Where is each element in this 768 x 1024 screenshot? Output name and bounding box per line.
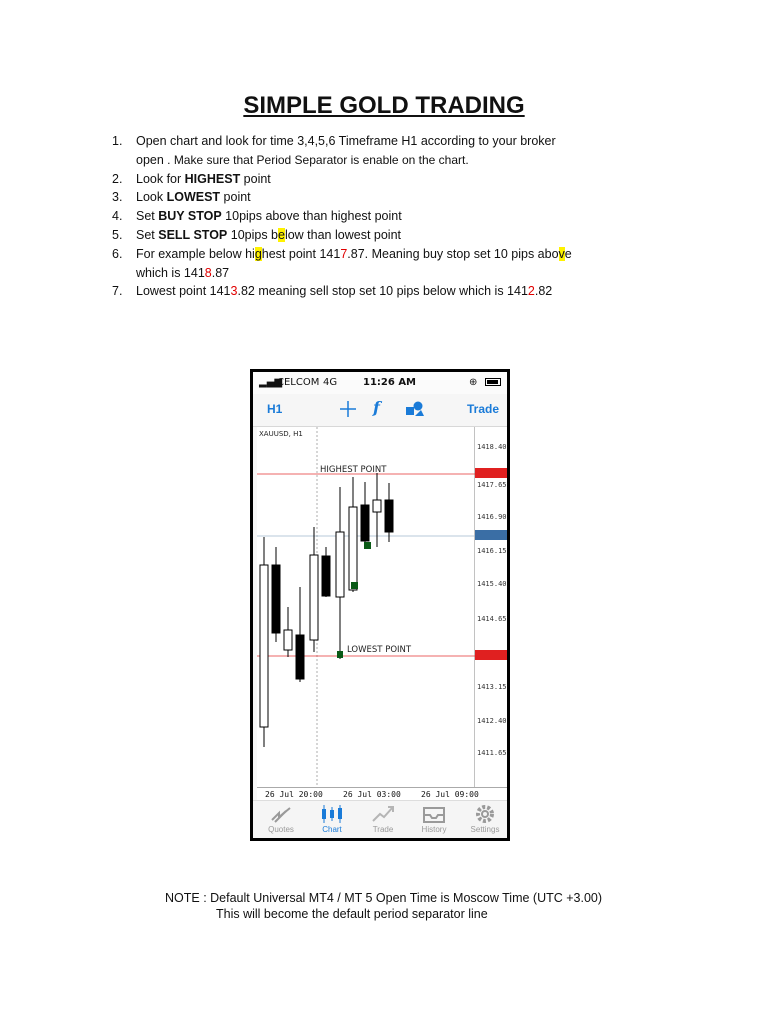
step-text: 2 [527, 284, 535, 299]
step-text: g [254, 246, 262, 261]
price-label: 1413.15 [477, 683, 507, 691]
trade-icon [358, 803, 408, 825]
lowest-price-tag [475, 650, 507, 660]
step-text: v [558, 246, 565, 261]
step-text: 8 [204, 265, 212, 280]
step-text: 7 [340, 246, 348, 261]
crosshair-icon[interactable] [339, 400, 357, 418]
step-text: . Make sure that Period Separator is enable on the chart. [163, 152, 469, 167]
objects-icon[interactable] [405, 400, 425, 418]
step-text: open [136, 152, 164, 167]
phone-screenshot [250, 369, 510, 841]
clock: 11:26 AM [363, 377, 417, 388]
step-text: .82 meaning sell stop set 10 pips below which is 141 [237, 284, 528, 299]
step-number: 2. [112, 171, 123, 186]
price-label: 1411.65 [477, 749, 507, 757]
step-continuation [136, 264, 572, 283]
step-text: LOWEST [166, 190, 221, 205]
lowest-point-label: LOWEST POINT [347, 645, 412, 655]
step-number: 6. [112, 246, 123, 261]
step-text: hest point 141 [261, 246, 341, 261]
price-label: 1417.65 [477, 481, 507, 489]
instruction-step [112, 226, 572, 245]
bid-price-tag [475, 530, 507, 540]
instruction-step [112, 207, 572, 226]
step-text: Look [136, 190, 167, 205]
carrier-name: CELCOM [277, 377, 320, 388]
tab-settings[interactable]: Settings [460, 803, 510, 834]
step-text: point [240, 171, 271, 186]
rotation-lock-icon: ⊕ [469, 377, 478, 388]
price-label: 1416.15 [477, 547, 507, 555]
step-text: BUY STOP [158, 209, 222, 224]
step-continuation [136, 151, 572, 170]
step-text: 10pips above than highest point [221, 209, 402, 224]
step-text: .82 [534, 284, 553, 299]
candles-icon [307, 803, 357, 825]
price-label: 1418.40 [477, 443, 507, 451]
step-text: Set [136, 209, 159, 224]
step-text: SELL STOP [158, 227, 228, 242]
step-number: 5. [112, 227, 123, 242]
symbol-label: XAUUSD, H1 [259, 430, 303, 438]
tab-history[interactable]: History [409, 803, 459, 834]
price-label: 1416.90 [477, 513, 507, 521]
highest-point-label: HIGHEST POINT [320, 465, 387, 475]
bottom-tab-bar [253, 800, 507, 839]
gear-icon [460, 803, 510, 825]
time-label: 26 Jul 09:00 [421, 790, 479, 799]
step-text: Open chart and look for time 3,4,5,6 Timeframe H1 according to your broker [136, 134, 556, 148]
time-label: 26 Jul 03:00 [343, 790, 401, 799]
status-bar [253, 372, 507, 394]
highest-price-tag [475, 468, 507, 478]
step-text: 10pips b [227, 227, 278, 242]
instruction-list [112, 132, 572, 301]
price-label: 1415.40 [477, 580, 507, 588]
step-text: e [564, 246, 572, 261]
step-number: 1. [112, 134, 123, 148]
instruction-step [112, 132, 572, 170]
step-number: 4. [112, 209, 123, 224]
function-icon[interactable]: f [373, 398, 380, 417]
tab-quotes[interactable]: Quotes [256, 803, 306, 834]
quotes-icon [256, 803, 306, 825]
note-line-1: NOTE : Default Universal MT4 / MT 5 Open Time is Moscow Time (UTC +3.00) [165, 891, 603, 905]
step-text: which is 141 [136, 265, 205, 280]
tab-chart[interactable]: Chart [307, 803, 357, 834]
step-text: Set [136, 227, 159, 242]
step-text: 3 [230, 284, 238, 299]
step-text: e [278, 227, 285, 242]
history-icon [409, 803, 459, 825]
step-text: low than lowest point [284, 227, 401, 242]
price-label: 1414.65 [477, 615, 507, 623]
tab-trade[interactable]: Trade [358, 803, 408, 834]
instruction-step [112, 170, 572, 189]
network-type: 4G [323, 377, 338, 388]
step-text: point [220, 190, 251, 205]
chart-toolbar [253, 394, 507, 427]
instruction-step [112, 188, 572, 207]
price-chart[interactable] [257, 427, 507, 787]
instruction-step [112, 282, 572, 301]
price-label: 1412.40 [477, 717, 507, 725]
battery-icon [485, 378, 501, 386]
step-text: .87 [211, 265, 230, 280]
signal-icon: ▂▄▆ [259, 377, 283, 388]
time-label: 26 Jul 20:00 [265, 790, 323, 799]
instruction-step [112, 245, 572, 283]
timeframe-button[interactable]: H1 [267, 402, 283, 416]
document-title: SIMPLE GOLD TRADING [243, 92, 525, 119]
step-number: 7. [112, 284, 123, 299]
step-text: .87. Meaning buy stop set 10 pips abo [347, 246, 559, 261]
step-text: Lowest point 141 [136, 284, 231, 299]
step-number: 3. [112, 190, 123, 205]
note-line-2: This will become the default period separator line [216, 907, 488, 921]
step-text: For example below hi [136, 246, 255, 261]
step-text: Look for [136, 171, 185, 186]
step-text: HIGHEST [184, 171, 241, 186]
trade-button[interactable]: Trade [467, 402, 500, 416]
